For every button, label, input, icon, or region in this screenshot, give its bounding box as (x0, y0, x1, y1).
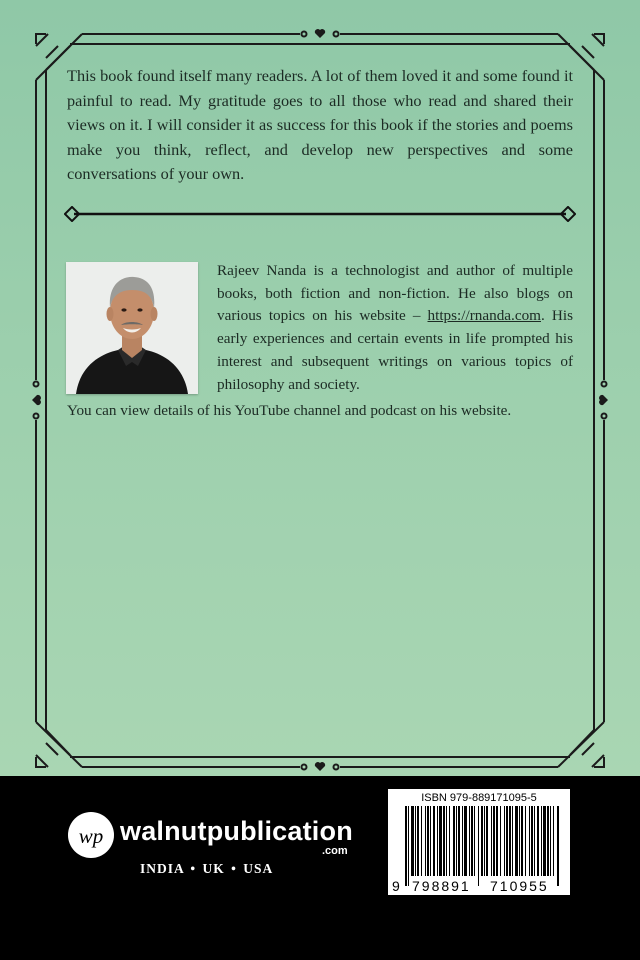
publisher-logo-mark (68, 812, 114, 858)
barcode-bar (534, 806, 535, 876)
publisher-regions: INDIA • UK • USA (140, 861, 274, 876)
author-bio-text: Rajeev Nanda is a technologist and author of multiple books, both fiction and non-fiction. He also blogs on various topics on his website – (217, 262, 573, 325)
barcode-bar (474, 806, 475, 876)
barcode-bar (478, 806, 479, 886)
barcode-bar (537, 806, 539, 876)
barcode-bar (421, 806, 422, 876)
isbn-barcode (395, 806, 565, 886)
barcode-bar (481, 806, 483, 876)
wp-monogram-icon (68, 812, 114, 858)
barcode-bar (453, 806, 455, 876)
author-portrait-image (66, 262, 198, 394)
barcode-bar (550, 806, 551, 876)
barcode-bar (496, 806, 498, 876)
barcode-bar (405, 806, 407, 886)
barcode-bar (443, 806, 445, 876)
barcode-bar (411, 806, 414, 876)
barcode-bar (506, 806, 508, 876)
isbn-label: ISBN 979-889171095-5 (421, 792, 537, 804)
book-blurb: This book found itself many readers. A lot of them loved it and some found it painful to read. My gratitude goes to all those who read and shared their views on it. I will consider it as success for this book if the stories and poems make you think, reflect, and develop new perspectives and some conversations of your own. (67, 66, 573, 183)
barcode-digit-group-2: 710955 (490, 878, 549, 894)
barcode-bar (427, 806, 429, 876)
barcode-bar (531, 806, 533, 876)
barcode-bar (547, 806, 549, 876)
barcode-bar (439, 806, 442, 876)
barcode-bar (504, 806, 505, 876)
barcode-bar (425, 806, 426, 876)
barcode-bar (521, 806, 523, 876)
author-channel-note: You can view details of his YouTube channel and podcast on his website. (67, 402, 512, 419)
barcode-bar (456, 806, 457, 876)
barcode-digit-group-1: 798891 (412, 878, 471, 894)
author-photo (66, 262, 198, 394)
barcode-bar (500, 806, 501, 876)
barcode-bar (462, 806, 463, 876)
barcode-bar (449, 806, 450, 876)
section-divider (64, 206, 576, 222)
barcode-bar (525, 806, 526, 876)
author-website-link[interactable]: https://rnanda.com (427, 307, 541, 325)
barcode-bar (515, 806, 518, 876)
logo-monogram-text: wp (78, 824, 104, 848)
barcode-bar (458, 806, 460, 876)
barcode-digit-lead: 9 (392, 878, 402, 894)
barcode-bar (433, 806, 435, 876)
author-bio (217, 260, 573, 396)
barcode-bar (484, 806, 485, 876)
barcode-bar (512, 806, 513, 876)
barcode-bar (464, 806, 467, 876)
author-bio-text-continued: . His early experiences and certain events in life prompted his interest and subsequent writings on various topics of philosophy and society. (217, 307, 573, 393)
barcode-bar (491, 806, 492, 876)
barcode-bar (519, 806, 520, 876)
barcode-bar (553, 806, 554, 876)
barcode-bar (469, 806, 470, 876)
barcode-bar (557, 806, 559, 886)
barcode-bar (486, 806, 488, 876)
barcode-bar (446, 806, 447, 876)
barcode-bar (408, 806, 409, 886)
barcode-bar (415, 806, 416, 876)
barcode-bar (541, 806, 542, 876)
barcode-bar (417, 806, 419, 876)
barcode-bar (430, 806, 431, 876)
barcode-bar (529, 806, 530, 876)
publisher-domain: .com (322, 845, 348, 857)
barcode-bar (471, 806, 473, 876)
barcode-bar (437, 806, 438, 876)
barcode-bar (493, 806, 495, 876)
barcode-bar (543, 806, 546, 876)
barcode-bar (509, 806, 511, 876)
publisher-name: walnutpublication (120, 816, 353, 846)
